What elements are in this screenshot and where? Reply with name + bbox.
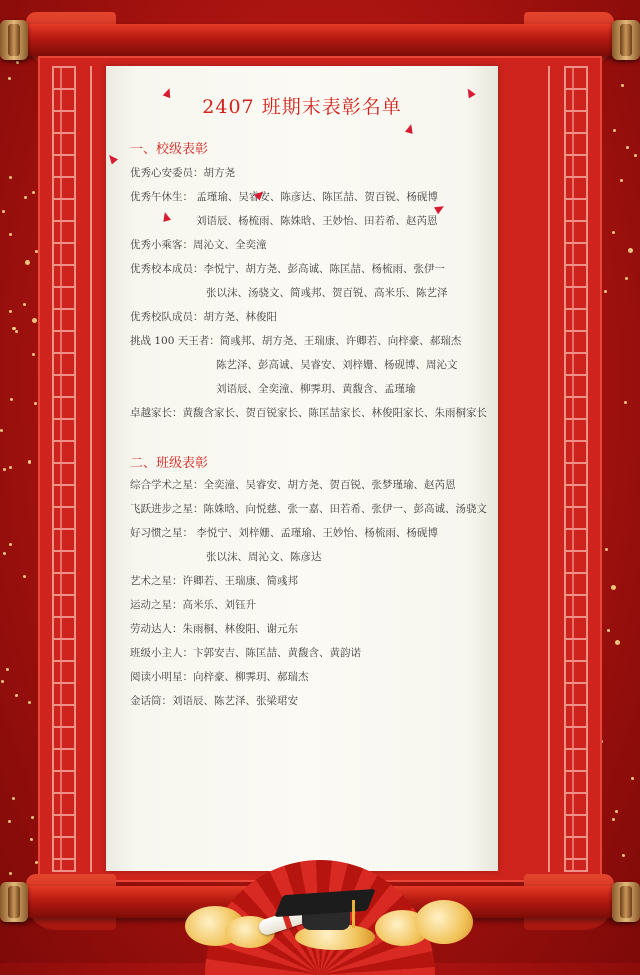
fret-border-left (52, 66, 76, 872)
list-item: 班级小主人：卞郭安吉、陈匡喆、黄馥含、黄韵诺 (130, 647, 361, 659)
list-item: 综合学术之星：全奕潼、吴睿安、胡方尧、贺百锐、张梦瑾瑜、赵芮恩 (130, 479, 456, 491)
list-item: 优秀午休生： 孟瑾瑜、吴睿安、陈彦达、陈匡喆、贺百锐、杨砚博 (130, 191, 438, 203)
sparkle (32, 191, 35, 194)
roller-end-right (612, 882, 640, 922)
graduation-cap-icon (280, 882, 370, 932)
list-item: 劳动达人：朱雨桐、林俊阳、谢元东 (130, 623, 298, 635)
sparkle (0, 429, 3, 432)
list-item: 艺术之星：许卿若、王瑞康、简彧邦 (130, 575, 298, 587)
fret-border-right (564, 66, 588, 872)
sparkle (613, 129, 616, 132)
sparkle (612, 818, 615, 821)
list-item: 阅读小明星：向梓豪、柳霁玥、郝瑞杰 (130, 671, 309, 683)
sparkle (3, 468, 6, 471)
list-item: 挑战 100 天王者：简彧邦、胡方尧、王瑞康、许卿若、向梓豪、郝瑞杰 (130, 335, 462, 347)
sparkle (624, 401, 627, 404)
section-heading-class: 二、班级表彰 (130, 456, 209, 471)
roller-end-left (0, 882, 28, 922)
section-heading-school: 一、校级表彰 (130, 142, 209, 157)
list-item: 卓越家长：黄馥含家长、贺百锐家长、陈匡喆家长、林俊阳家长、朱雨桐家长 (130, 407, 487, 419)
sparkle (28, 461, 31, 464)
sparkle (10, 398, 13, 401)
sparkle (628, 248, 633, 253)
list-item: 好习惯之星： 李悦宁、刘梓姗、孟瑾瑜、王妙怡、杨梳雨、杨砚博 (130, 527, 438, 539)
sparkle (23, 575, 26, 578)
sparkle (2, 210, 5, 213)
sparkle (634, 154, 637, 157)
sparkle (30, 838, 33, 841)
sparkle (8, 820, 11, 823)
confetti (161, 211, 171, 222)
sparkle (615, 640, 620, 645)
list-item: 张以沫、汤骁文、简彧邦、贺百锐、高米乐、陈艺泽 (206, 287, 448, 299)
confetti (405, 123, 415, 134)
list-item: 飞跃进步之星：陈姝晗、向悦慈、张一嘉、田若希、张伊一、彭高诚、汤骁文 (130, 503, 487, 515)
sparkle (611, 585, 616, 590)
sparkle (625, 277, 628, 280)
sparkle (25, 260, 30, 265)
sparkle (1, 680, 4, 683)
roller-end-right (612, 20, 640, 60)
list-item: 张以沫、周沁文、陈彦达 (206, 551, 322, 563)
sparkle (626, 146, 629, 149)
sparkle (9, 176, 12, 179)
sparkle (607, 629, 610, 632)
sparkle (31, 816, 34, 819)
roller-end-left (0, 20, 28, 60)
sparkle (8, 77, 11, 80)
sparkle (9, 466, 12, 469)
sparkle (34, 402, 37, 405)
confetti (106, 152, 118, 164)
list-item: 陈艺泽、彭高诚、吴睿安、刘梓姗、杨砚博、周沁文 (216, 359, 458, 371)
sparkle (24, 196, 27, 199)
list-item: 优秀校队成员：胡方尧、林俊阳 (130, 311, 277, 323)
sparkle (604, 290, 607, 293)
sparkle (3, 552, 6, 555)
list-item: 金话筒：刘语辰、陈艺泽、张梁珺安 (130, 695, 298, 707)
sparkle (622, 854, 625, 857)
list-item: 刘语辰、杨梳雨、陈姝晗、王妙怡、田若希、赵芮恩 (196, 215, 438, 227)
sparkle (15, 694, 18, 697)
sparkle (612, 231, 615, 234)
sparkle (620, 179, 623, 182)
list-item: 优秀校本成员：李悦宁、胡方尧、彭高诚、陈匡喆、杨梳雨、张伊一 (130, 263, 445, 275)
list-item: 优秀小乘客：周沁文、全奕潼 (130, 239, 267, 251)
sparkle (32, 353, 35, 356)
sparkle (23, 303, 26, 306)
sparkle (605, 548, 608, 551)
list-item: 刘语辰、全奕潼、柳霁玥、黄馥含、孟瑾瑜 (216, 383, 416, 395)
sparkle (631, 777, 634, 780)
sparkle (32, 318, 37, 323)
award-list-paper (106, 66, 498, 871)
sparkle (9, 310, 12, 313)
sparkle (15, 330, 18, 333)
page-title: 2407 班期末表彰名单 (202, 96, 402, 118)
list-item: 优秀心安委员：胡方尧 (130, 167, 235, 179)
sparkle (12, 797, 15, 800)
sparkle (621, 84, 624, 87)
sparkle (9, 233, 12, 236)
list-item: 运动之星：高米乐、刘钰升 (130, 599, 256, 611)
sparkle (13, 327, 16, 330)
sparkle (615, 810, 618, 813)
sparkle (6, 668, 9, 671)
sparkle (28, 701, 31, 704)
sparkle (9, 543, 12, 546)
